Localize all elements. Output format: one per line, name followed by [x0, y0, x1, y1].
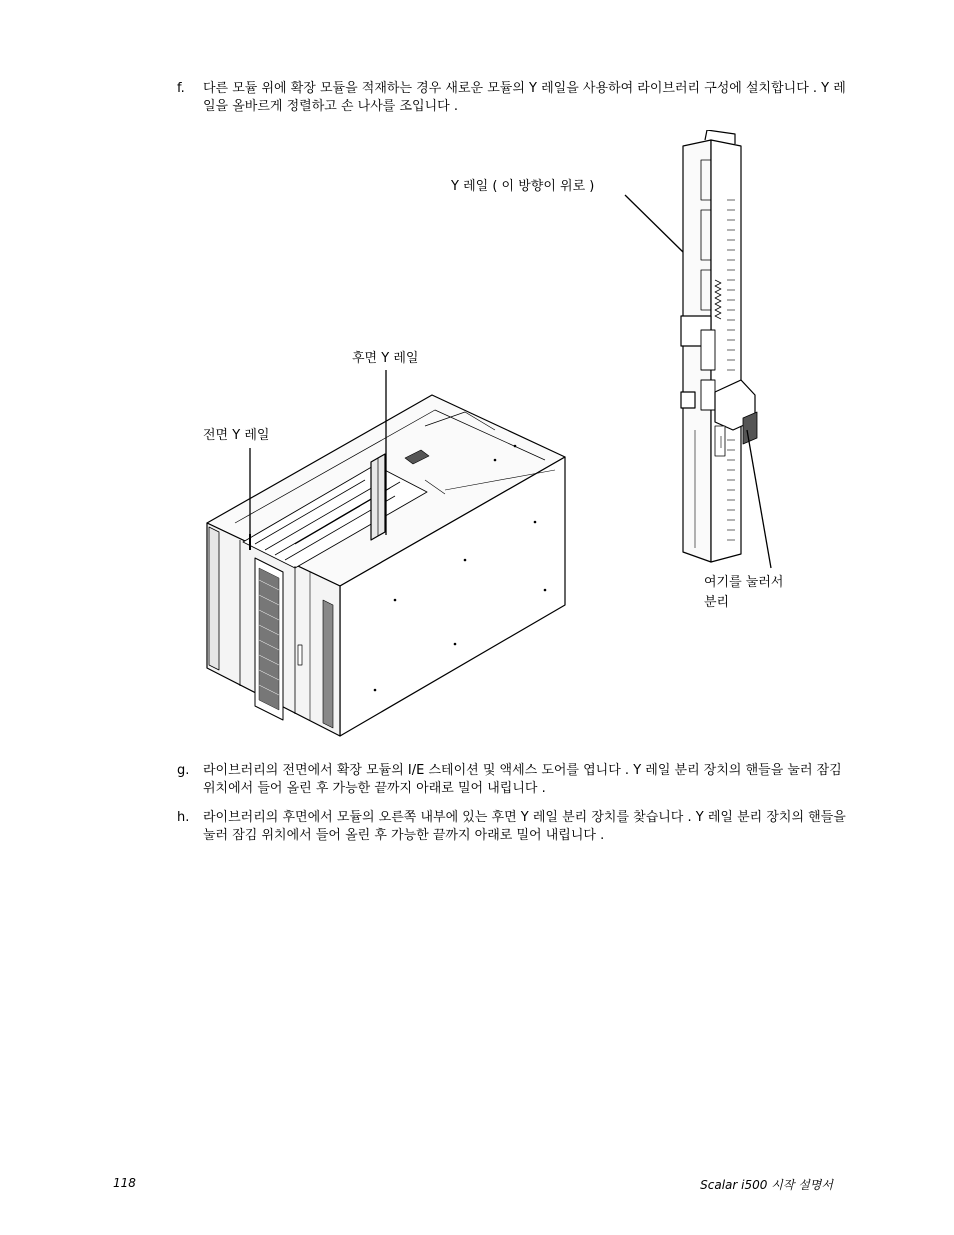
step-text: 라이브러리의 후면에서 모듈의 오른쪽 내부에 있는 후면 Y 레일 분리 장치를 찾습니다 . Y 레일 분리 장치의 핸들을 눌러 잠김 위치에서 들어 올린 후 가능한 끝까지 아래로 밀어 내립니다 .	[203, 810, 846, 843]
y-rail-detail-drawing	[681, 130, 757, 562]
callout-press-line2: 분리	[704, 595, 730, 610]
step-g	[177, 762, 847, 798]
step-f	[177, 80, 847, 116]
callout-press-release	[704, 573, 783, 613]
step-text: 다른 모듈 위에 확장 모듈을 적재하는 경우 새로운 모듈의 Y 레일을 사용하여 라이브러리 구성에 설치합니다 . Y 레일을 올바르게 정렬하고 손 나사를 조입니다 .	[203, 81, 846, 114]
step-letter: g.	[177, 763, 190, 778]
step-h	[177, 809, 847, 845]
step-letter: h.	[177, 810, 190, 825]
step-letter: f.	[177, 81, 185, 96]
callout-rear-y-rail: 후면 Y 레일	[352, 351, 419, 366]
callout-press-line1: 여기를 눌러서	[704, 575, 784, 590]
page-number: 118	[113, 1176, 136, 1190]
y-rail-installation-figure	[195, 130, 775, 745]
callout-front-y-rail: 전면 Y 레일	[203, 428, 270, 443]
callout-y-rail-top: Y 레일 ( 이 방향이 위로 )	[451, 179, 595, 194]
step-text: 라이브러리의 전면에서 확장 모듈의 I/E 스테이션 및 액세스 도어를 엽니다 . Y 레일 분리 장치의 핸들을 눌러 잠김 위치에서 들어 올린 후 가능한 끝까지 아래로 밀어 내립니다 .	[203, 763, 842, 796]
document-title: Scalar i500 시작 설명서	[700, 1178, 833, 1192]
